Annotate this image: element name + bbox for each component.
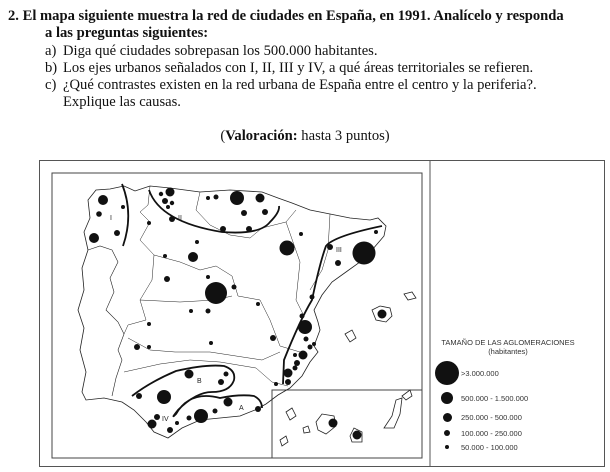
legend-label: >3.000.000 (461, 368, 499, 378)
item-text: ¿Qué contrastes existen en la red urbana de España entre el centro y la periferia?. (63, 77, 537, 94)
axis-label-III: III (336, 247, 342, 254)
circle-icon (441, 392, 453, 404)
legend-item (433, 388, 603, 408)
legend-subtitle: (habitantes) (488, 347, 528, 356)
circle-icon (443, 413, 452, 422)
axis-label-II: II (178, 215, 182, 222)
legend-item (433, 440, 603, 454)
canary-inset (272, 390, 422, 458)
paren: ( (220, 128, 226, 144)
circle-icon (444, 430, 450, 436)
axis-label-A: A (239, 405, 244, 412)
valoracion-label: Valoración: (225, 128, 298, 144)
question-item-c-continued: Explique las causas. (63, 94, 181, 111)
menorca (404, 292, 416, 300)
question-title: 2. El mapa siguiente muestra la red de ciudades en España, en 1991. Analícelo y responda (8, 8, 564, 24)
map-box (52, 173, 422, 458)
question-title-continued: a las preguntas siguientes: (45, 25, 209, 42)
legend-label: 500.000 - 1.500.000 (461, 393, 529, 403)
legend-label: 50.000 - 100.000 (461, 442, 518, 452)
axis-label-I: I (110, 215, 112, 222)
legend-label: 250.000 - 500.000 (461, 412, 522, 422)
map-legend (433, 338, 603, 454)
legend-title: TAMAÑO DE LAS AGLOMERACIONES (441, 338, 575, 347)
item-text: Los ejes urbanos señalados con I, II, III y IV, a qué áreas territoriales se refieren. (63, 59, 534, 76)
city-markers (89, 188, 387, 440)
urban-axes (122, 184, 382, 416)
legend-item (433, 426, 603, 440)
item-label: b) (45, 59, 58, 76)
axis-label-IV: IV (162, 416, 169, 423)
legend-item (433, 408, 603, 426)
valoracion-text: hasta 3 puntos) (297, 128, 390, 144)
item-label: c) (45, 77, 57, 94)
axis-I (122, 184, 128, 246)
circle-icon (445, 445, 449, 449)
axis-label-B: B (197, 378, 202, 385)
item-text: Diga qué ciudades sobrepasan los 500.000 habitantes. (63, 42, 378, 59)
item-label: a) (45, 42, 57, 59)
legend-label: 100.000 - 250.000 (461, 428, 522, 438)
circle-icon (435, 361, 459, 385)
legend-item (433, 358, 603, 388)
ibiza (345, 330, 356, 342)
